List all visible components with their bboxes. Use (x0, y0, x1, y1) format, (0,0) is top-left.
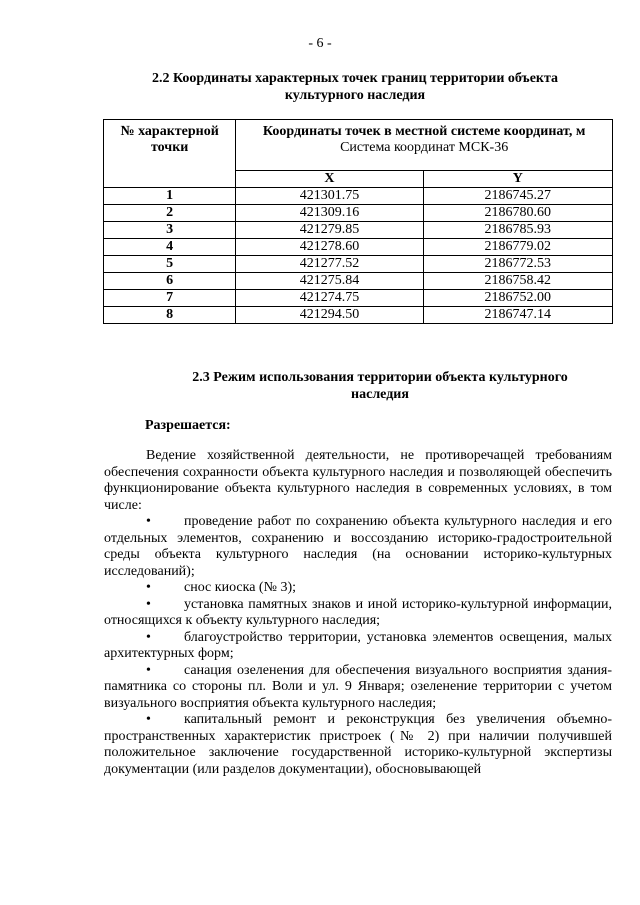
list-item (104, 663, 612, 713)
body-text (104, 448, 612, 778)
list-item (104, 597, 612, 630)
point-y: 2186758.42 (423, 273, 612, 290)
section-2-2-title-line2: культурного наследия (284, 88, 426, 103)
list-item (104, 630, 612, 663)
list-item (104, 712, 612, 778)
table-row (104, 205, 613, 222)
table-row (104, 256, 613, 273)
point-y: 2186779.02 (423, 239, 612, 256)
point-x: 421275.84 (236, 273, 423, 290)
table-row (104, 290, 613, 307)
bullet-icon: • (146, 514, 151, 529)
point-y: 2186745.27 (423, 188, 612, 205)
point-x: 421309.16 (236, 205, 423, 222)
list-item-text: проведение работ по сохранению объекта культурного наследия и его отдельных элементов, сохранению и воссозданию историко-градостроительной среды объекта культурного наследия (на основании историко-культурных исследований); (104, 514, 612, 579)
section-2-3-title (150, 369, 610, 403)
list-item-text: благоустройство территории, установка элементов освещения, малых архитектурных форм; (104, 629, 612, 661)
section-2-3-title-line2: наследия (351, 387, 409, 402)
table-row (104, 188, 613, 205)
point-y: 2186752.00 (423, 290, 612, 307)
header-y: Y (423, 171, 612, 188)
point-x: 421277.52 (236, 256, 423, 273)
section-2-2-title (115, 70, 595, 104)
list-item (104, 580, 612, 597)
table-row (104, 273, 613, 290)
point-number: 5 (104, 256, 236, 273)
point-x: 421274.75 (236, 290, 423, 307)
bullet-icon: • (146, 662, 151, 678)
header-point-number-line1: № характерной (120, 124, 219, 139)
page-number: - 6 - (308, 36, 332, 51)
point-number: 7 (104, 290, 236, 307)
point-y: 2186780.60 (423, 205, 612, 222)
header-point-number (104, 120, 236, 188)
point-number: 8 (104, 307, 236, 324)
bullet-icon: • (146, 712, 151, 727)
point-x: 421301.75 (236, 188, 423, 205)
list-item-text: снос киоска (№ 3); (184, 580, 296, 595)
point-number: 3 (104, 222, 236, 239)
header-x: X (236, 171, 423, 188)
point-x: 421279.85 (236, 222, 423, 239)
table-row (104, 239, 613, 256)
point-x: 421294.50 (236, 307, 423, 324)
list-item-text: капитальный ремонт и реконструкция без увеличения объемно-пространственных характеристик пристроек (№ 2) при наличии получившей положительное заключение государственной историко-культурной экспертизы документации (или разделов документации), обосновывающей (104, 712, 612, 777)
point-number: 6 (104, 273, 236, 290)
point-number: 4 (104, 239, 236, 256)
header-coordinates (236, 120, 613, 171)
section-2-2-title-line1: 2.2 Координаты характерных точек границ территории объекта (151, 71, 559, 86)
point-y: 2186747.14 (423, 307, 612, 324)
coordinates-table (103, 119, 613, 324)
point-number: 2 (104, 205, 236, 222)
header-coordinate-system: Система координат МСК-36 (340, 140, 509, 155)
bullet-icon: • (146, 629, 151, 645)
header-coordinates-title: Координаты точек в местной системе координат, м (262, 124, 586, 139)
table-row (104, 307, 613, 324)
section-2-3-title-line1: 2.3 Режим использования территории объекта культурного (192, 370, 568, 385)
allowed-label: Разрешается: (145, 418, 231, 433)
point-x: 421278.60 (236, 239, 423, 256)
bullet-icon: • (146, 580, 151, 595)
intro-paragraph: Ведение хозяйственной деятельности, не противоречащей требованиям обеспечения сохранности объекта культурного наследия и позволяющей обеспечить функционирование объекта культурного наследия в современных условиях, в том числе: (104, 448, 612, 513)
point-number: 1 (104, 188, 236, 205)
bullet-icon: • (146, 596, 151, 612)
point-y: 2186772.53 (423, 256, 612, 273)
list-item (104, 514, 612, 580)
table-row (104, 222, 613, 239)
header-point-number-line2: точки (150, 140, 189, 155)
table-header-row (104, 120, 613, 171)
list-item-text: установка памятных знаков и иной историко-культурной информации, относящихся к объекту культурного наследия; (104, 596, 612, 628)
list-item-text: санация озеленения для обеспечения визуального восприятия здания-памятника со стороны пл. Воли и ул. 9 Января; озеленение территории с учетом визуального восприятия объекта культурного наследия; (104, 662, 612, 711)
point-y: 2186785.93 (423, 222, 612, 239)
